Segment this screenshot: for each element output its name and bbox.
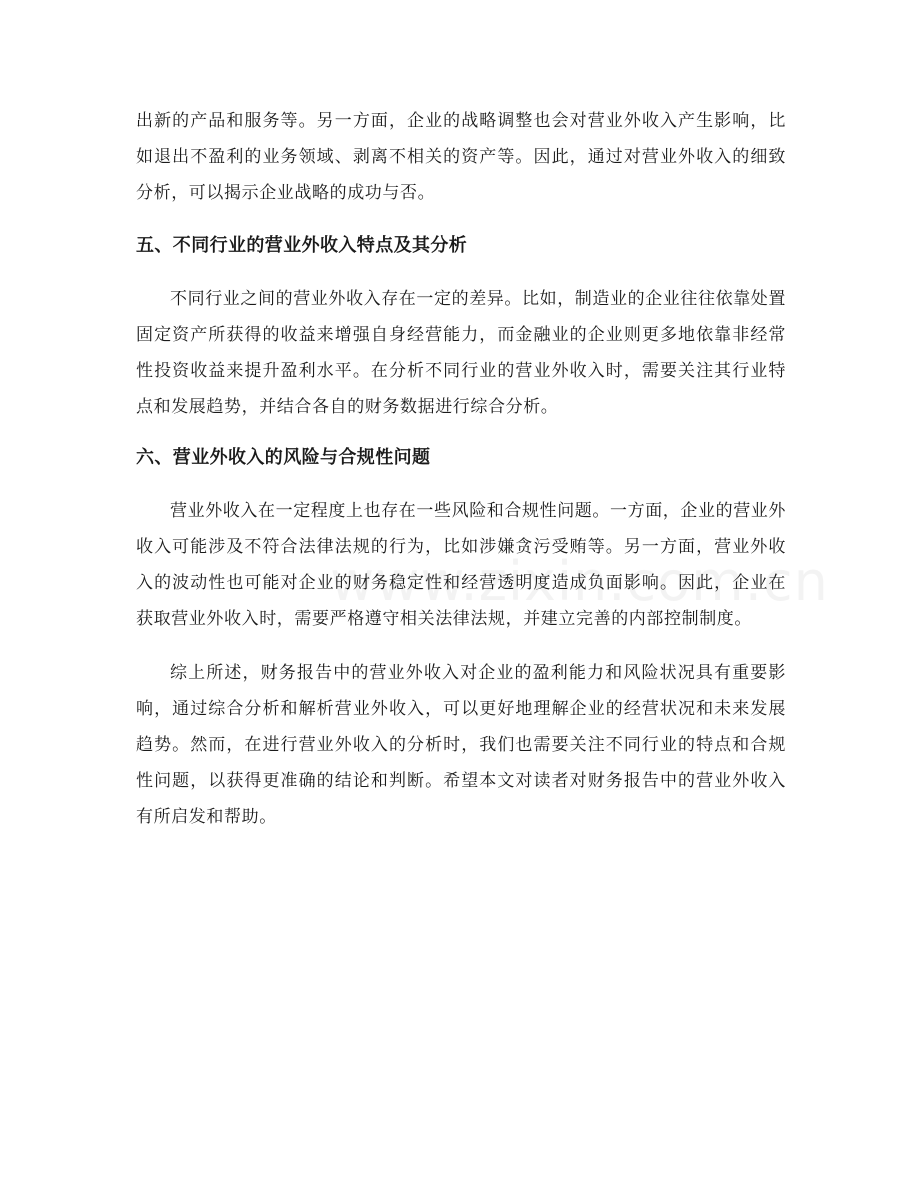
paragraph-conclusion: 综上所述，财务报告中的营业外收入对企业的盈利能力和风险状况具有重要影响，通过综合分析和解析营业外收入，可以更好地理解企业的经营状况和未来发展趋势。然而，在进行营业外收入的分析时，我们也需要关注不同行业的特点和合规性问题，以获得更准确的结论和判断。希望本文对读者对财务报告中的营业外收入有所启发和帮助。 xyxy=(136,663,786,827)
paragraph-continuation: 出新的产品和服务等。另一方面，企业的战略调整也会对营业外收入产生影响，比如退出不盈利的业务领域、剥离不相关的资产等。因此，通过对营业外收入的细致分析，可以揭示企业战略的成功与否。 xyxy=(136,111,786,203)
section-heading-6: 六、营业外收入的风险与合规性问题 xyxy=(136,447,431,468)
document-body xyxy=(136,103,786,853)
paragraph-risk-compliance: 营业外收入在一定程度上也存在一些风险和合规性问题。一方面，企业的营业外收入可能涉及不符合法律法规的行为，比如涉嫌贪污受贿等。另一方面，营业外收入的波动性也可能对企业的财务稳定性和经营透明度造成负面影响。因此，企业在获取营业外收入时，需要严格遵守相关法律法规，并建立完善的内部控制制度。 xyxy=(136,501,786,629)
section-heading-5: 五、不同行业的营业外收入特点及其分析 xyxy=(136,235,468,256)
paragraph-industry-differences: 不同行业之间的营业外收入存在一定的差异。比如，制造业的企业往往依靠处置固定资产所获得的收益来增强自身经营能力，而金融业的企业则更多地依靠非经常性投资收益来提升盈利水平。在分析不同行业的营业外收入时，需要关注其行业特点和发展趋势，并结合各自的财务数据进行综合分析。 xyxy=(136,289,786,417)
